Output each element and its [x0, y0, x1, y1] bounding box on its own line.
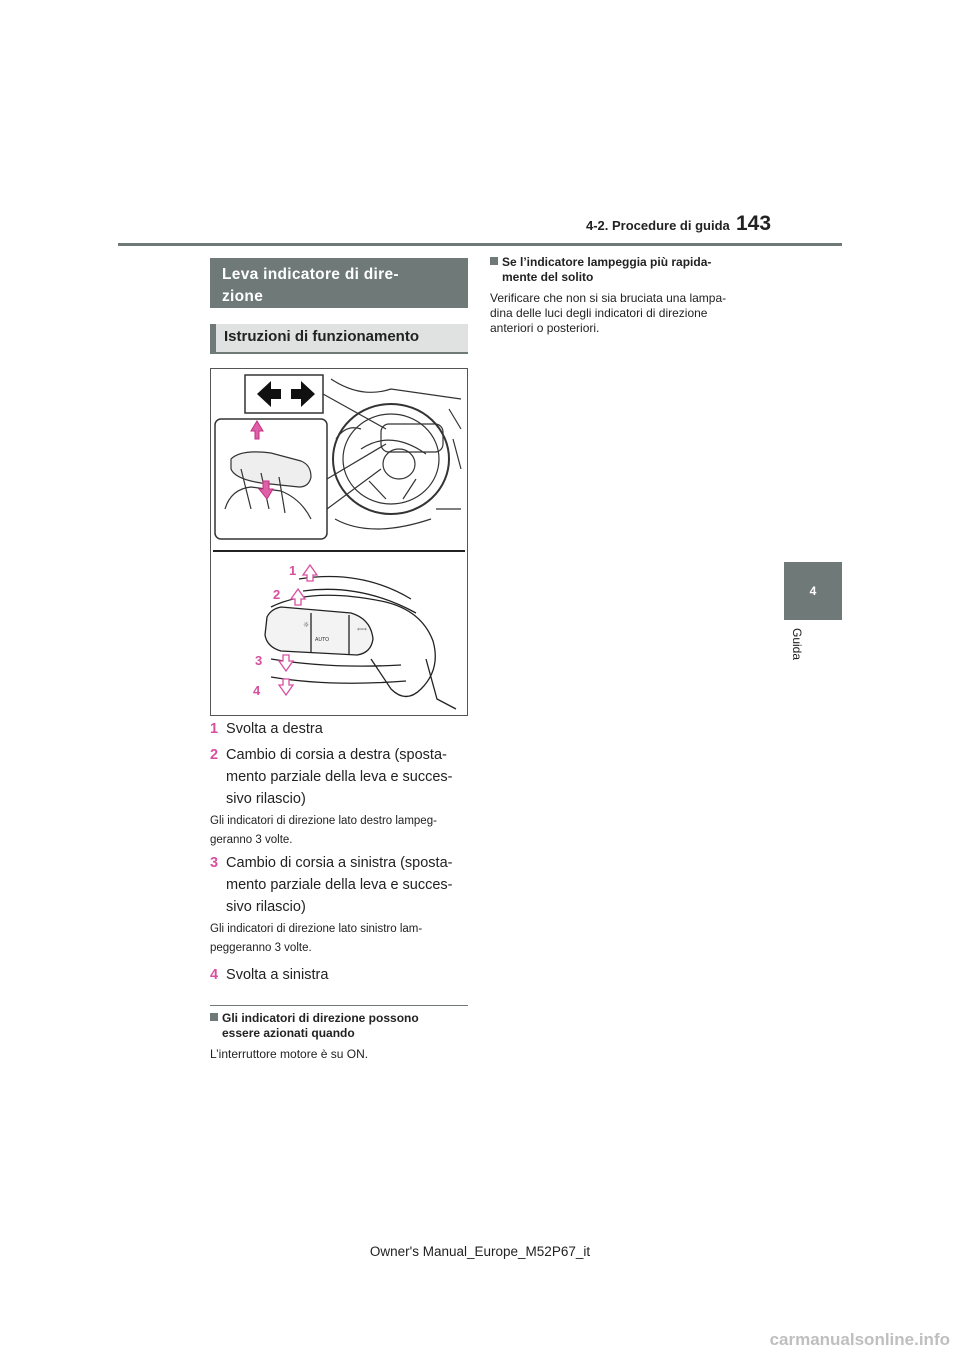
- note-line: Gli indicatori di direzione lato destro lampeg-: [210, 815, 437, 827]
- arrow-3-icon: [279, 655, 293, 671]
- item-number: 2: [210, 747, 219, 763]
- right-bullet-section: [490, 255, 750, 336]
- section-title: [210, 258, 468, 308]
- note-line: peggeranno 3 volte.: [210, 942, 312, 954]
- subsection-title: Istruzioni di funzionamento: [210, 324, 468, 354]
- list-item: [210, 964, 468, 986]
- section-title-line-1: Leva indicatore di dire-: [222, 266, 399, 283]
- callout-4: 4: [253, 683, 261, 698]
- arrow-2-icon: [291, 589, 305, 605]
- note: [210, 812, 468, 850]
- item-line: Cambio di corsia a destra (sposta-: [226, 747, 447, 763]
- bullet-square-icon: [490, 257, 498, 265]
- svg-text:⇦⇨: ⇦⇨: [357, 626, 368, 633]
- section-title-line-2: zione: [222, 288, 264, 305]
- item-number: 1: [210, 721, 219, 737]
- item-line: sivo rilascio): [226, 791, 306, 807]
- note-line: Gli indicatori di direzione lato sinistro lam-: [210, 923, 423, 935]
- svg-text:AUTO: AUTO: [315, 637, 330, 643]
- bullet-heading: Gli indicatori di direzione possono essere azionati quando: [210, 1011, 468, 1041]
- note: [210, 920, 468, 958]
- bullet-body: L’interruttore motore è su ON.: [210, 1047, 369, 1061]
- item-text: Svolta a destra: [226, 721, 323, 737]
- chapter-tab: [784, 562, 842, 620]
- turn-signal-lever-figure: [210, 368, 468, 716]
- svg-text:☼: ☼: [303, 621, 310, 629]
- list-item: [210, 718, 468, 740]
- callout-2: 2: [273, 587, 281, 602]
- item-text: [226, 744, 464, 810]
- bullet-square-icon: [210, 1013, 218, 1021]
- item-line: mento parziale della leva e succes-: [226, 877, 453, 893]
- bullet-heading: Se l’indicatore lampeggia più rapida- mente del solito: [490, 255, 750, 285]
- arrow-4-icon: [279, 679, 293, 695]
- item-text: [226, 852, 464, 918]
- list-item: [210, 744, 468, 810]
- divider: [210, 1005, 468, 1006]
- item-line: mento parziale della leva e succes-: [226, 769, 453, 785]
- note-line: geranno 3 volte.: [210, 834, 293, 846]
- chapter-label: [790, 628, 802, 688]
- item-line: sivo rilascio): [226, 899, 306, 915]
- item-text: Svolta a sinistra: [226, 967, 329, 983]
- callout-1: 1: [289, 563, 297, 578]
- footer: Owner's Manual_Europe_M52P67_it: [369, 1244, 591, 1259]
- page-number: 143: [736, 212, 772, 235]
- watermark: carmanualsonline.info: [769, 1330, 950, 1349]
- list-item: [210, 852, 468, 918]
- item-number: 4: [210, 967, 219, 983]
- running-header-section: 4-2. Procedure di guida: [586, 218, 730, 233]
- bullet-body: Verificare che non si sia bruciata una lampa- dina delle luci degli indicatori di direzione anteriori o posteriori.: [490, 291, 727, 335]
- header-rule: [118, 243, 842, 246]
- bullet-section: [210, 1011, 468, 1062]
- callout-3: 3: [255, 653, 263, 668]
- item-number: 3: [210, 855, 219, 871]
- item-line: Cambio di corsia a sinistra (sposta-: [226, 855, 453, 871]
- lever-illustration: [211, 369, 467, 715]
- chapter-label-text: Guida: [790, 628, 804, 661]
- chapter-number: 4: [809, 584, 817, 598]
